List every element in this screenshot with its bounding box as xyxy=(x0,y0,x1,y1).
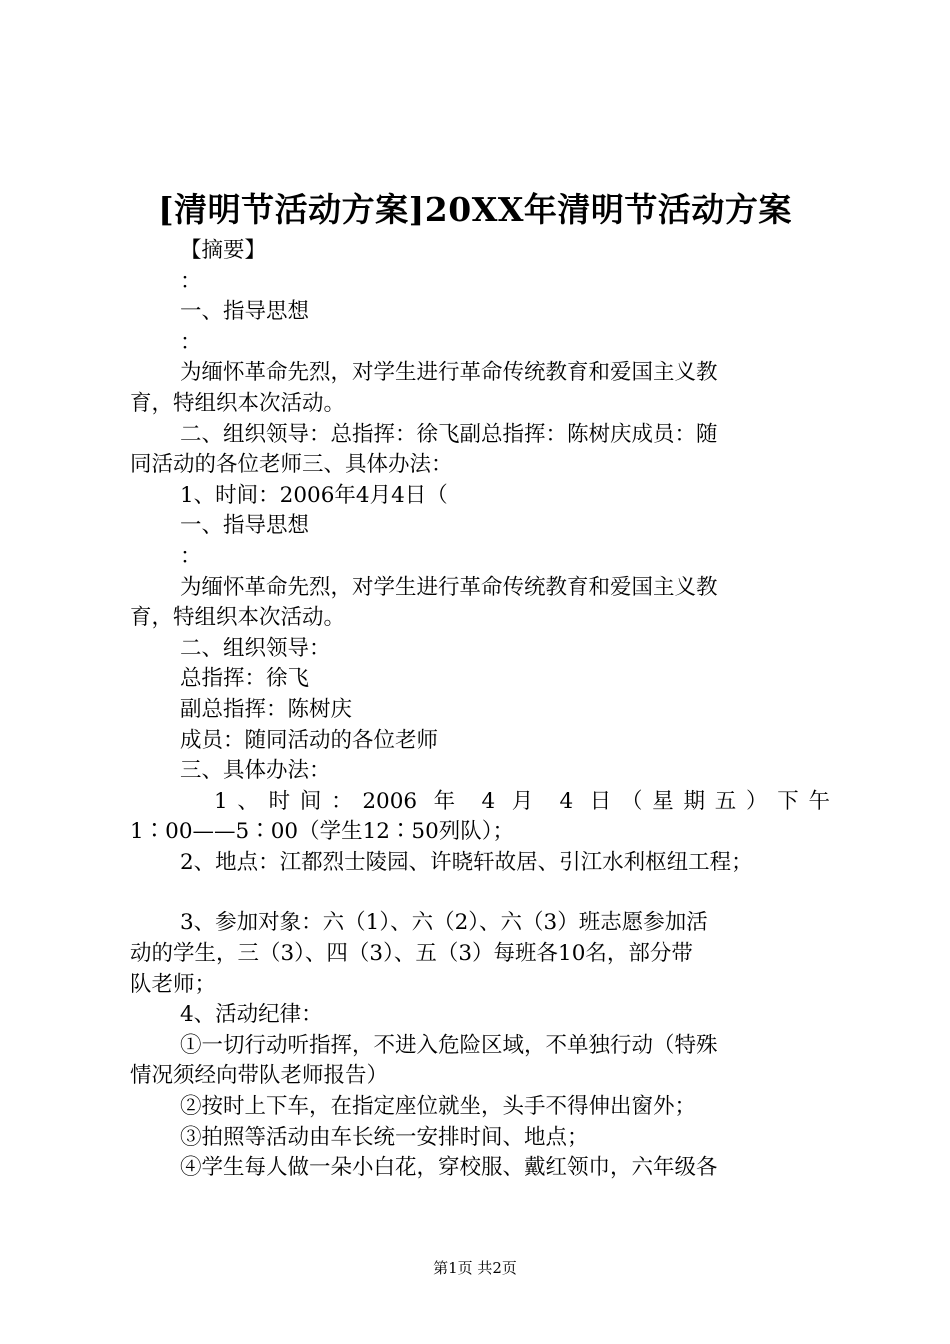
paragraph-line: 1、时间：2006 年 4 月 4 日（星期五）下午 xyxy=(214,788,830,814)
paragraph-line: 一、指导思想 xyxy=(180,513,310,539)
paragraph-line: 4、活动纪律： xyxy=(180,1002,323,1028)
paragraph-line: ③拍照等活动由车长统一安排时间、地点； xyxy=(180,1124,589,1150)
paragraph-line: 3、参加对象：六（1）、六（2）、六（3）班志愿参加活 xyxy=(180,910,708,936)
paragraph-line: 一、指导思想 xyxy=(180,299,310,325)
paragraph-line: 副总指挥：陈树庆 xyxy=(180,696,353,722)
paragraph-line: 【摘要】 xyxy=(180,238,267,263)
blank-line xyxy=(130,878,830,908)
document-body xyxy=(130,236,830,1184)
paragraph-line: ： xyxy=(180,329,202,355)
paragraph-line: ： xyxy=(180,543,202,569)
paragraph-line: 情况须经向带队老师报告） xyxy=(130,1063,389,1089)
paragraph-line: ①一切行动听指挥，不进入危险区域，不单独行动（特殊 xyxy=(180,1032,718,1058)
paragraph-line: 育，特组织本次活动。 xyxy=(130,390,346,416)
paragraph-line: 总指挥：徐飞 xyxy=(180,666,310,692)
paragraph-line: 二、组织领导：总指挥：徐飞副总指挥：陈树庆成员：随 xyxy=(180,421,718,447)
paragraph-line: 队老师； xyxy=(130,971,217,997)
paragraph-line: 三、具体办法： xyxy=(180,758,331,784)
paragraph-line: ④学生每人做一朵小白花，穿校服、戴红领巾，六年级各 xyxy=(180,1155,718,1181)
paragraph-line: ： xyxy=(180,268,202,294)
paragraph-line: 2、地点：江都烈士陵园、许晓轩故居、引江水利枢纽工程； xyxy=(180,849,753,875)
paragraph-line: 同活动的各位老师三、具体办法： xyxy=(130,452,453,478)
paragraph-line: 为缅怀革命先烈，对学生进行革命传统教育和爱国主义教 xyxy=(180,360,718,386)
paragraph-line: 动的学生，三（3）、四（3）、五（3）每班各10名，部分带 xyxy=(130,941,693,967)
page-footer: 第1页 共2页 xyxy=(433,1259,517,1277)
paragraph-line: 育，特组织本次活动。 xyxy=(130,605,346,631)
paragraph-line: 为缅怀革命先烈，对学生进行革命传统教育和爱国主义教 xyxy=(180,574,718,600)
paragraph-line: 1∶00——5∶00（学生12∶50列队）； xyxy=(130,819,515,845)
paragraph-line: 成员：随同活动的各位老师 xyxy=(180,727,439,753)
paragraph-line: 二、组织领导： xyxy=(180,635,331,661)
document-title: [清明节活动方案]20XX年清明节活动方案 xyxy=(158,190,792,229)
paragraph-line: ②按时上下车，在指定座位就坐，头手不得伸出窗外； xyxy=(180,1094,697,1120)
paragraph-line: 1、时间：2006年4月4日（ xyxy=(180,482,448,508)
